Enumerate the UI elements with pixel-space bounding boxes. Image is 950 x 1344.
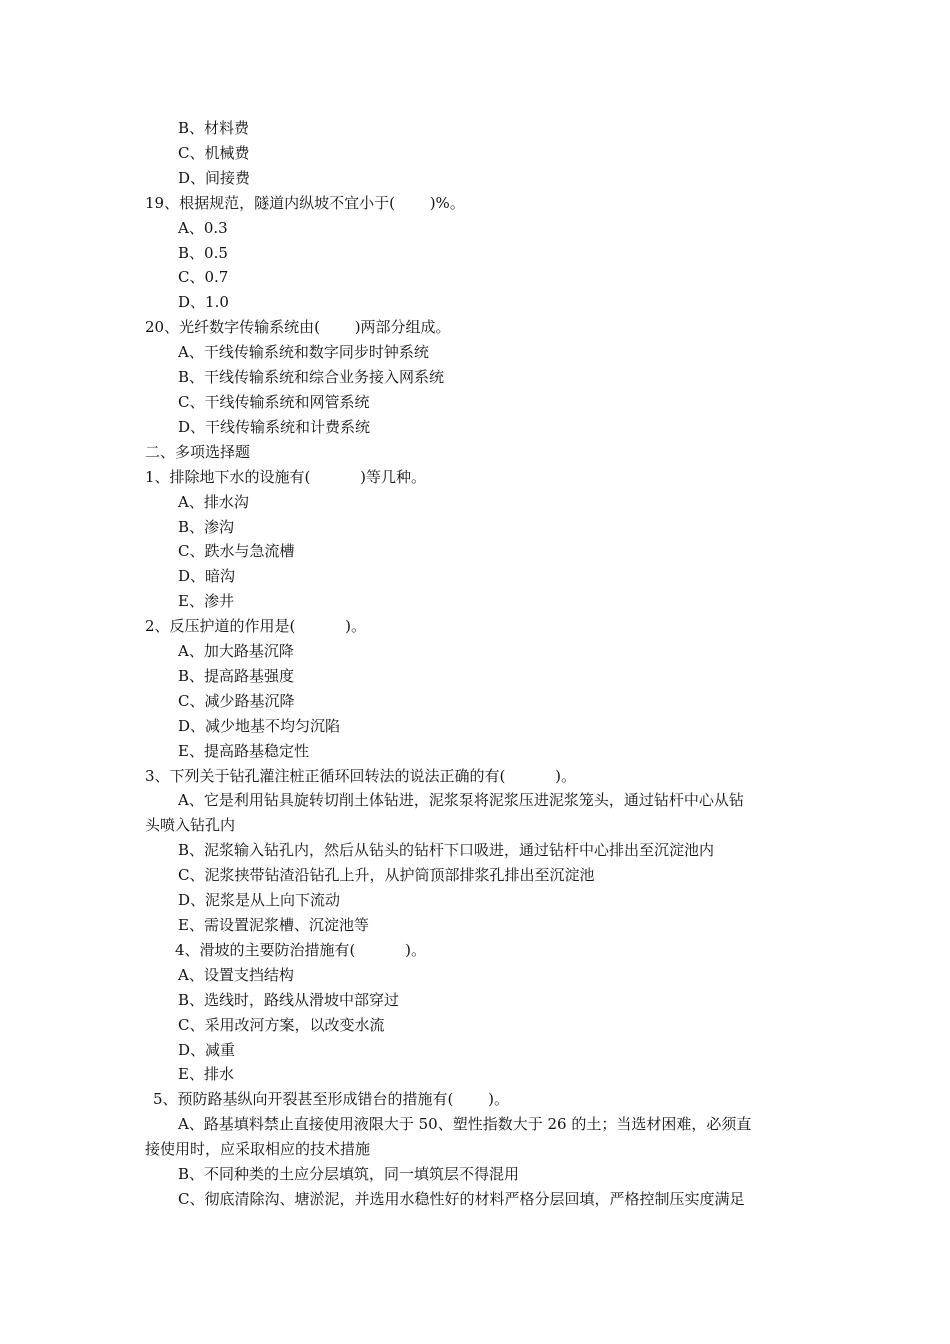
section-heading-multiple-choice: 二、多项选择题 bbox=[145, 442, 251, 461]
question-20: 20、光纤数字传输系统由( )两部分组成。 bbox=[145, 318, 451, 337]
option-20-b: B、干线传输系统和综合业务接入网系统 bbox=[178, 368, 445, 387]
option-18-b: B、材料费 bbox=[178, 119, 250, 137]
option-18-d: D、间接费 bbox=[178, 168, 251, 187]
mc-option-2-c: C、减少路基沉降 bbox=[178, 691, 295, 710]
mc-option-4-c: C、采用改河方案，以改变水流 bbox=[178, 1015, 385, 1034]
mc-option-3-e: E、需设置泥浆槽、沉淀池等 bbox=[178, 916, 369, 934]
mc-option-3-a: A、它是利用钻具旋转切削土体钻进，泥浆泵将泥浆压进泥浆笼头，通过钻杆中心从钻 bbox=[178, 791, 744, 810]
mc-option-1-a: A、排水沟 bbox=[178, 492, 249, 511]
mc-option-3-b: B、泥浆输入钻孔内，然后从钻头的钻杆下口吸进，通过钻杆中心排出至沉淀池内 bbox=[178, 841, 715, 860]
option-20-d: D、干线传输系统和计费系统 bbox=[178, 417, 371, 436]
mc-option-4-e: E、排水 bbox=[178, 1065, 234, 1084]
option-18-c: C、机械费 bbox=[178, 143, 250, 162]
mc-option-3-c: C、泥浆挟带钻渣沿钻孔上升，从护筒顶部排浆孔排出至沉淀池 bbox=[178, 866, 595, 885]
mc-option-5-a-cont: 接使用时，应采取相应的技术措施 bbox=[145, 1140, 371, 1159]
option-19-b: B、0.5 bbox=[178, 243, 228, 262]
mc-option-5-c: C、彻底清除沟、塘淤泥，并选用水稳性好的材料严格分层回填，严格控制压实度满足 bbox=[178, 1189, 745, 1208]
mc-question-5: 5、预防路基纵向开裂甚至形成错台的措施有( )。 bbox=[153, 1090, 510, 1109]
mc-question-4: 4、滑坡的主要防治措施有( )。 bbox=[175, 940, 427, 959]
mc-option-1-e: E、渗井 bbox=[178, 592, 234, 611]
mc-option-5-a: A、路基填料禁止直接使用液限大于 50、塑性指数大于 26 的土；当选材困难，必须直 bbox=[178, 1115, 752, 1134]
question-19: 19、根据规范，隧道内纵坡不宜小于( )%。 bbox=[145, 193, 465, 212]
mc-option-2-d: D、减少地基不均匀沉陷 bbox=[178, 716, 341, 735]
mc-option-5-b: B、不同种类的土应分层填筑，同一填筑层不得混用 bbox=[178, 1165, 520, 1184]
option-19-d: D、1.0 bbox=[178, 293, 229, 312]
mc-option-1-d: D、暗沟 bbox=[178, 567, 236, 586]
document-body bbox=[145, 116, 810, 1212]
mc-option-2-a: A、加大路基沉降 bbox=[178, 642, 294, 661]
mc-option-2-e: E、提高路基稳定性 bbox=[178, 741, 309, 760]
mc-option-2-b: B、提高路基强度 bbox=[178, 666, 295, 685]
mc-option-4-d: D、减重 bbox=[178, 1040, 236, 1059]
option-19-c: C、0.7 bbox=[178, 268, 229, 287]
mc-option-3-a-cont: 头喷入钻孔内 bbox=[145, 816, 236, 835]
mc-question-2: 2、反压护道的作用是( )。 bbox=[145, 617, 367, 636]
mc-question-3: 3、下列关于钻孔灌注桩正循环回转法的说法正确的有( )。 bbox=[145, 766, 577, 785]
option-20-a: A、干线传输系统和数字同步时钟系统 bbox=[178, 343, 429, 362]
mc-option-3-d: D、泥浆是从上向下流动 bbox=[178, 891, 341, 910]
mc-question-1: 1、排除地下水的设施有( )等几种。 bbox=[145, 467, 427, 486]
mc-option-4-b: B、选线时，路线从滑坡中部穿过 bbox=[178, 990, 400, 1009]
option-19-a: A、0.3 bbox=[178, 218, 228, 237]
mc-option-4-a: A、设置支挡结构 bbox=[178, 965, 294, 984]
mc-option-1-c: C、跌水与急流槽 bbox=[178, 542, 295, 561]
option-20-c: C、干线传输系统和网管系统 bbox=[178, 392, 370, 411]
mc-option-1-b: B、渗沟 bbox=[178, 517, 235, 536]
